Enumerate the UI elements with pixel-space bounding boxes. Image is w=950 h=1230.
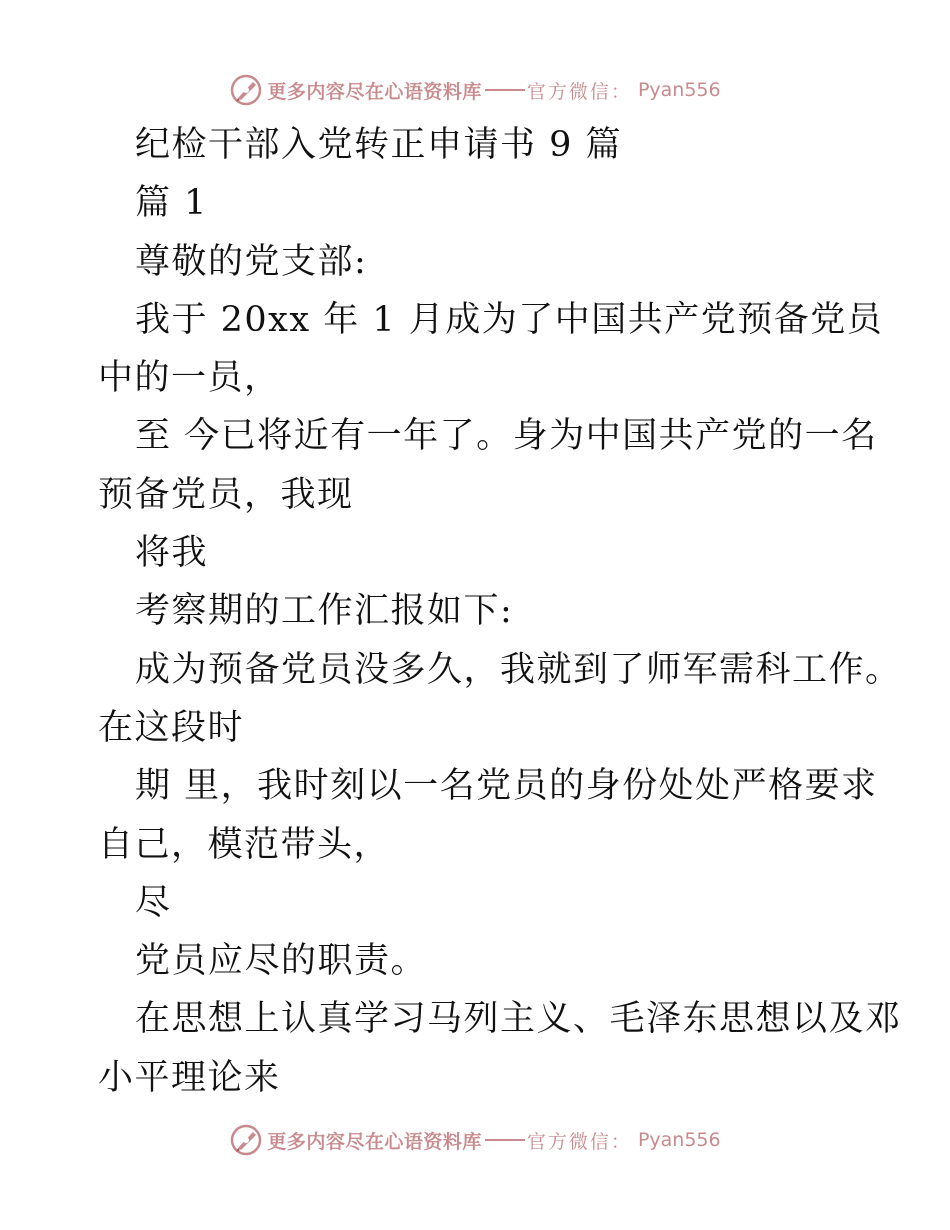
text-line: 纪检干部入党转正申请书 9 篇 bbox=[135, 125, 623, 165]
watermark-separator bbox=[485, 89, 525, 91]
text-line: 成为预备党员没多久，我就到了师军需科工作。 bbox=[135, 649, 902, 690]
header-watermark bbox=[0, 70, 950, 110]
text-line: 在思想上认真学习马列主义、毛泽东思想以及邓 bbox=[135, 999, 902, 1040]
wechat-id: Pyan556 bbox=[637, 79, 721, 101]
text-line: 我于 20xx 年 1 月成为了中国共产党预备党员 bbox=[135, 299, 884, 340]
watermark-text: 更多内容尽在心语资料库 bbox=[267, 1130, 482, 1153]
text-line: 预备党员，我现 bbox=[98, 474, 354, 515]
text-line: 至 今已将近有一年了。身为中国共产党的一名 bbox=[135, 416, 878, 457]
text-line: 自己，模范带头， bbox=[98, 824, 391, 865]
text-line: 党员应尽的职责。 bbox=[135, 941, 428, 982]
wechat-id: Pyan556 bbox=[637, 1129, 721, 1151]
text-line: 将我 bbox=[135, 533, 209, 574]
logo-pen-icon bbox=[229, 73, 263, 107]
logo-pen-icon bbox=[229, 1123, 263, 1157]
wechat-label: 官方微信： bbox=[526, 1130, 632, 1153]
text-line: 期 里，我时刻以一名党员的身份处处严格要求 bbox=[135, 766, 878, 807]
text-line: 尽 bbox=[135, 882, 172, 923]
text-line: 小平理论来 bbox=[98, 1057, 281, 1098]
text-line: 在这段时 bbox=[98, 707, 245, 748]
watermark-text: 更多内容尽在心语资料库 bbox=[267, 80, 482, 103]
text-line: 中的一员， bbox=[98, 358, 281, 399]
text-line: 尊敬的党支部: bbox=[135, 241, 368, 282]
footer-watermark bbox=[0, 1120, 950, 1160]
document-body bbox=[98, 116, 902, 1107]
text-line: 考察期的工作汇报如下: bbox=[135, 591, 514, 632]
text-line: 篇 1 bbox=[135, 183, 208, 224]
wechat-label: 官方微信： bbox=[526, 80, 632, 103]
watermark-separator bbox=[485, 1139, 525, 1141]
